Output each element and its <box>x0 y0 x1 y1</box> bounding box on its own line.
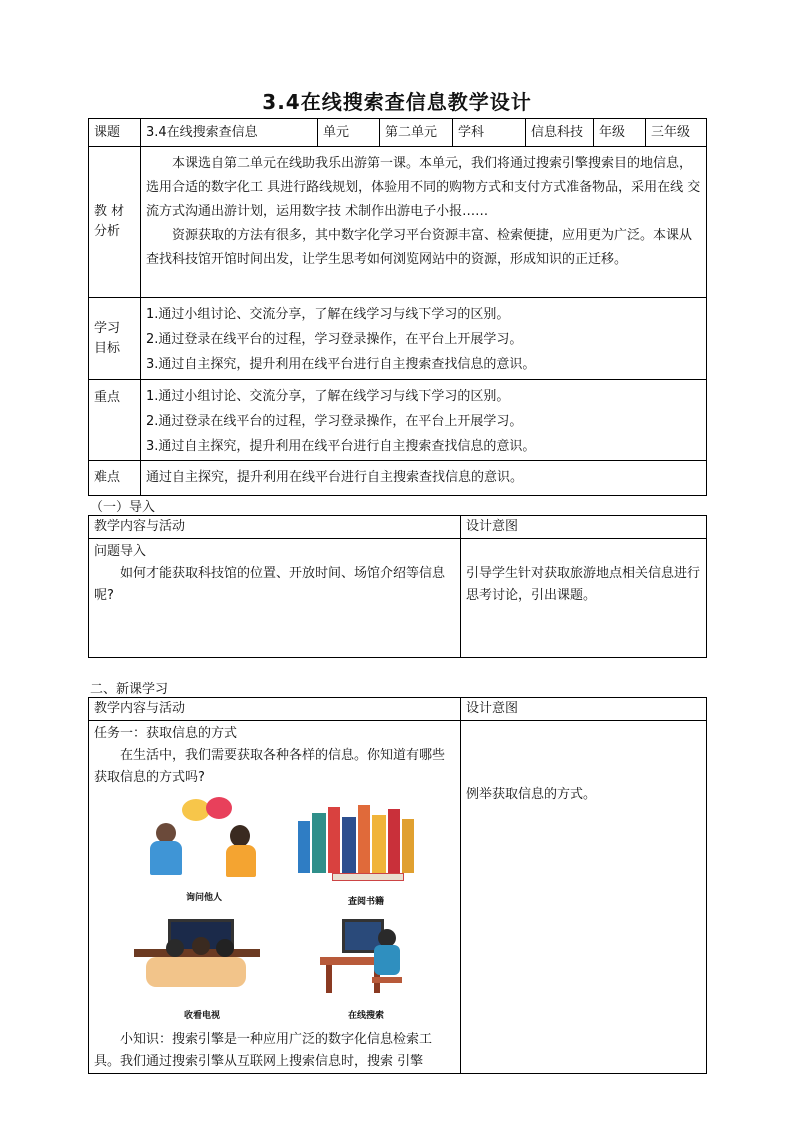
analysis-paragraph-1: 本课选自第二单元在线助我乐出游第一课。本单元，我们将通过搜索引擎搜索目的地信息，选用合适的数字化工 具进行路线规划，体验用不同的购物方式和支付方式准备物品，采用在线 交流方式沟通出游计划，运用数字技 术制作出游电子小报…… <box>146 156 701 219</box>
caption-online-search: 在线搜索 <box>347 1011 384 1021</box>
intro-activity-cell <box>89 539 461 658</box>
task-intent-cell: 例举获取信息的方式。 <box>461 721 707 1074</box>
difficulty-content: 通过自主探究，提升利用在线平台进行自主搜索查找信息的意识。 <box>141 461 707 496</box>
key-item: 2.通过登录在线平台的过程，学习登录操作，在平台上开展学习。 <box>146 414 523 429</box>
new-lesson-table <box>88 697 707 1074</box>
watch-tv-image <box>132 919 282 1019</box>
topic-label: 课题 <box>89 119 141 147</box>
knowledge-text: 小知识：搜索引擎是一种应用广泛的数字化信息检索工具。我们通过搜索引擎从互联网上搜索信息时，搜索 引擎 <box>94 1032 433 1069</box>
goal-item: 3.通过自主探究，提升利用在线平台进行自主搜索查找信息的意识。 <box>146 357 536 372</box>
intro-activity-body: 如何才能获取科技馆的位置、开放时间、场馆介绍等信息呢? <box>94 566 446 603</box>
ask-others-image <box>134 797 284 897</box>
goals-label-line-1: 学习 <box>94 320 121 336</box>
task-activity-cell <box>89 721 461 1074</box>
analysis-paragraph-2: 资源获取的方法有很多，其中数字化学习平台资源丰富、检索便捷，应用更为广泛。本课从查找科技馆开馆时间出发，让学生思考如何浏览网站中的资源，形成知识的正迁移。 <box>146 228 693 267</box>
intro-activity-title: 问题导入 <box>94 544 147 559</box>
grade-value: 三年级 <box>646 119 707 147</box>
key-label: 重点 <box>89 380 141 461</box>
difficulty-label: 难点 <box>89 461 141 496</box>
goals-label <box>89 298 141 380</box>
col-activity-header: 教学内容与活动 <box>89 516 461 539</box>
grade-label: 年级 <box>594 119 646 147</box>
intro-table <box>88 515 707 658</box>
caption-books: 查阅书籍 <box>347 897 384 907</box>
unit-label: 单元 <box>318 119 380 147</box>
section-2-heading: 二、新课学习 <box>90 682 169 697</box>
key-item: 3.通过自主探究，提升利用在线平台进行自主搜索查找信息的意识。 <box>146 439 536 454</box>
books-image <box>292 801 442 901</box>
online-search-image <box>320 919 470 1019</box>
info-methods-illustration <box>94 795 455 1025</box>
analysis-label-line-2: 分析 <box>94 224 121 239</box>
analysis-label-line-1: 教 材 <box>94 204 125 219</box>
key-item: 1.通过小组讨论、交流分享，了解在线学习与线下学习的区别。 <box>146 389 510 404</box>
goal-item: 2.通过登录在线平台的过程，学习登录操作，在平台上开展学习。 <box>146 332 523 347</box>
intro-intent-cell: 引导学生针对获取旅游地点相关信息进行思考讨论，引出课题。 <box>461 539 707 658</box>
topic-value: 3.4在线搜索查信息 <box>141 119 318 147</box>
analysis-label <box>89 147 141 298</box>
col-intent-header: 设计意图 <box>461 698 707 721</box>
goals-label-line-2: 目标 <box>94 340 121 356</box>
task-title: 任务一：获取信息的方式 <box>94 726 238 741</box>
subject-label: 学科 <box>453 119 526 147</box>
course-info-table <box>88 118 707 496</box>
goals-content <box>141 298 707 380</box>
analysis-content <box>141 147 707 298</box>
col-activity-header: 教学内容与活动 <box>89 698 461 721</box>
page-title: 3.4在线搜索查信息教学设计 <box>262 90 532 114</box>
col-intent-header: 设计意图 <box>461 516 707 539</box>
key-content <box>141 380 707 461</box>
section-1-heading: （一）导入 <box>90 500 156 515</box>
caption-ask-others: 询问他人 <box>185 893 222 903</box>
task-body: 在生活中，我们需要获取各种各样的信息。你知道有哪些获取信息的方式吗? <box>94 748 446 785</box>
caption-watch-tv: 收看电视 <box>183 1011 220 1021</box>
subject-value: 信息科技 <box>526 119 594 147</box>
unit-value: 第二单元 <box>380 119 453 147</box>
goal-item: 1.通过小组讨论、交流分享，了解在线学习与线下学习的区别。 <box>146 307 510 322</box>
